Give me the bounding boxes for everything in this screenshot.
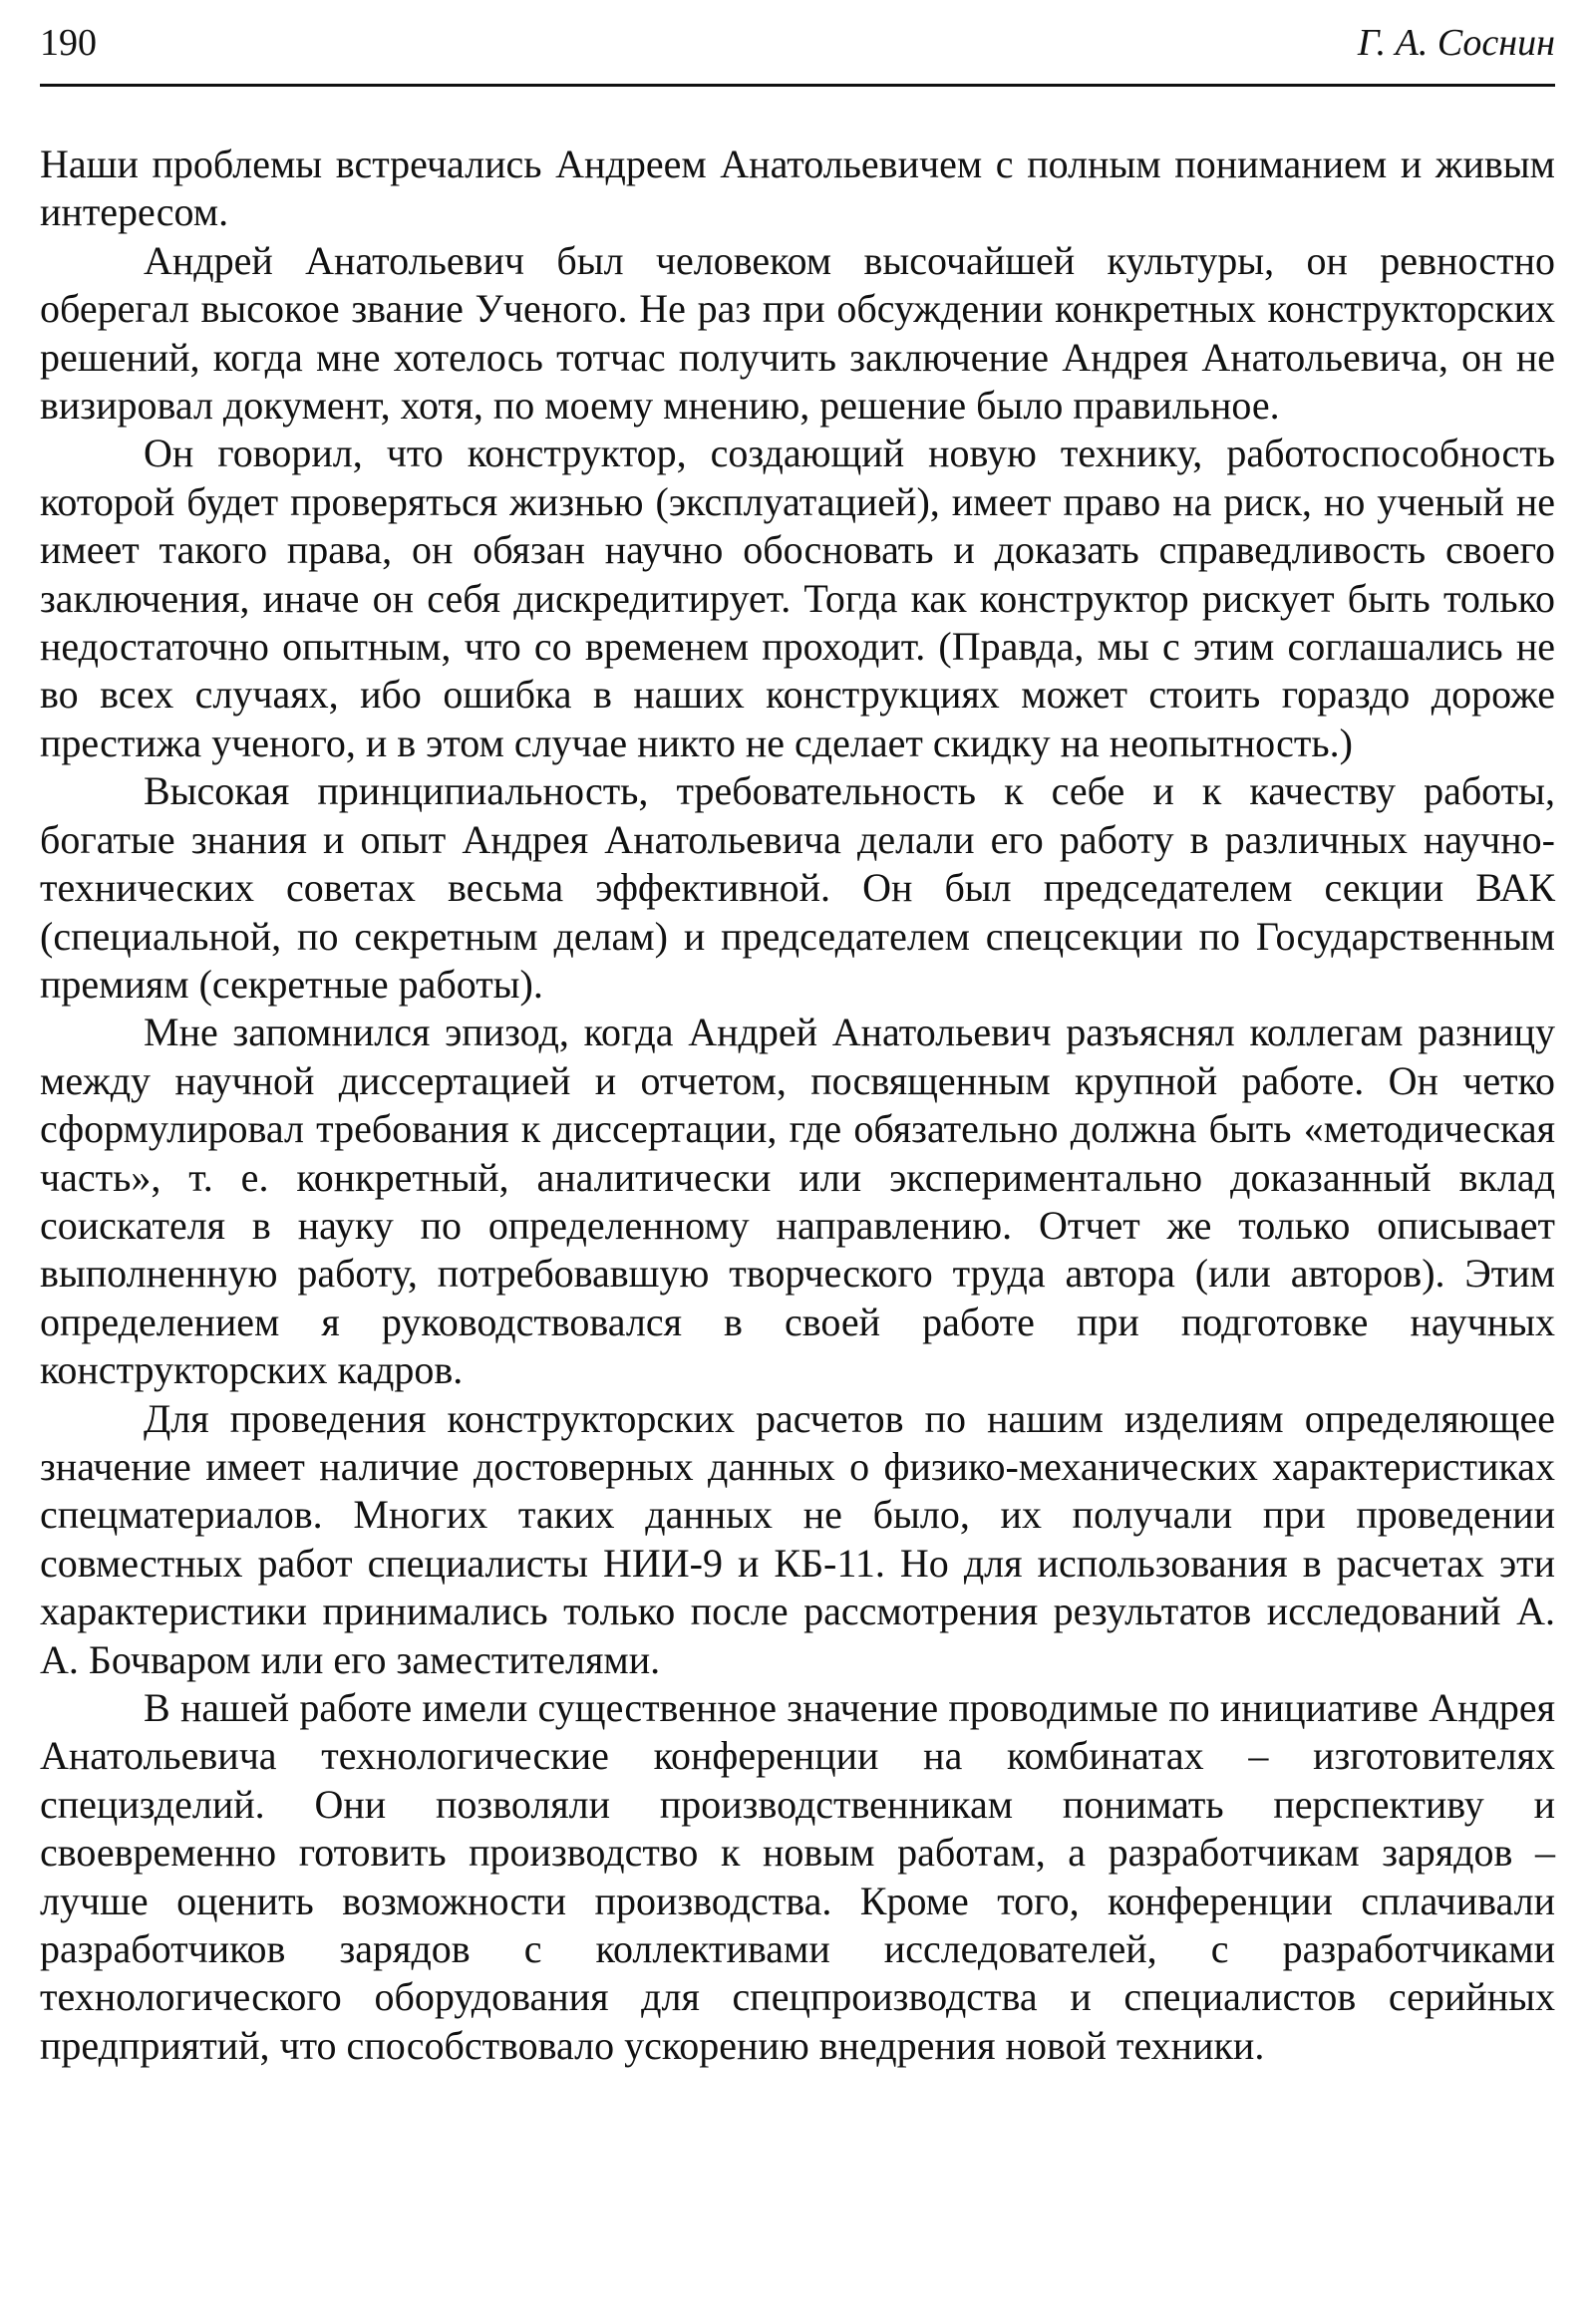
paragraph: Высокая принципиальность, требовательность к себе и к качеству работы, богатые знания и опыт Андрея Анатольевича делали его работу в различных научно-технических советах весьма эффективной. Он был председателем секции ВАК (специальной, по секретным делам) и председателем спецсекции по Государственным премиям (секретные работы). bbox=[40, 768, 1555, 1007]
page-number: 190 bbox=[40, 22, 97, 64]
body-text bbox=[40, 141, 1555, 2070]
paragraph: В нашей работе имели существенное значение проводимые по инициативе Андрея Анатольевича технологические конференции на комбинатах – изготовителях специзделий. Они позволяли производственникам понимать перспективу и своевременно готовить производство к новым работам, а разработчикам зарядов – лучше оценить возможности производства. Кроме того, конференции сплачивали разработчиков зарядов с коллективами исследователей, с разработчиками технологического оборудования для спецпроизводства и специалистов серийных предприятий, что способствовало ускорению внедрения новой техники. bbox=[40, 1685, 1555, 2068]
paragraph: Андрей Анатольевич был человеком высочайшей культуры, он ревностно оберегал высокое звание Ученого. Не раз при обсуждении конкретных конструкторских решений, когда мне хотелось тотчас получить заключение Андрея Анатольевича, он не визировал документ, хотя, по моему мнению, решение было правильное. bbox=[40, 237, 1555, 429]
paragraph: Для проведения конструкторских расчетов по нашим изделиям определяющее значение имеет наличие достоверных данных о физико-механических характеристиках спецматериалов. Многих таких данных не было, их получали при проведении совместных работ специалисты НИИ-9 и КБ-11. Но для использования в расчетах эти характеристики принимались только после рассмотрения результатов исследований А. А. Бочваром или его заместителями. bbox=[40, 1395, 1555, 1682]
running-head-author: Г. А. Соснин bbox=[1357, 22, 1555, 64]
book-page bbox=[40, 18, 1555, 2068]
paragraph: Мне запомнился эпизод, когда Андрей Анатольевич разъяснял коллегам разницу между научной диссертацией и отчетом, посвященным крупной работе. Он четко сформулировал требования к диссертации, где обязательно должна быть «методическая часть», т. е. конкретный, аналитически или экспериментально доказанный вклад соискателя в науку по определенному направлению. Отчет же только описывает выполненную работу, потребовавшую творческого труда автора (или авторов). Этим определением я руководствовался в своей работе при подготовке научных конструкторских кадров. bbox=[40, 1010, 1555, 1393]
paragraph: Наши проблемы встречались Андреем Анатольевичем с полным пониманием и живым интересом. bbox=[40, 142, 1555, 235]
header-rule bbox=[40, 84, 1555, 87]
paragraph: Он говорил, что конструктор, создающий новую технику, работоспособность которой будет проверяться жизнью (эксплуатацией), имеет право на риск, но ученый не имеет такого права, он обязан научно обосновать и доказать справедливость своего заключения, иначе он себя дискредитирует. Тогда как конструктор рискует быть только недостаточно опытным, что со временем проходит. (Правда, мы с этим соглашались не во всех случаях, ибо ошибка в наших конструкциях может стоить гораздо дороже престижа ученого, и в этом случае никто не сделает скидку на неопытность.) bbox=[40, 431, 1555, 765]
running-head bbox=[40, 18, 1555, 68]
